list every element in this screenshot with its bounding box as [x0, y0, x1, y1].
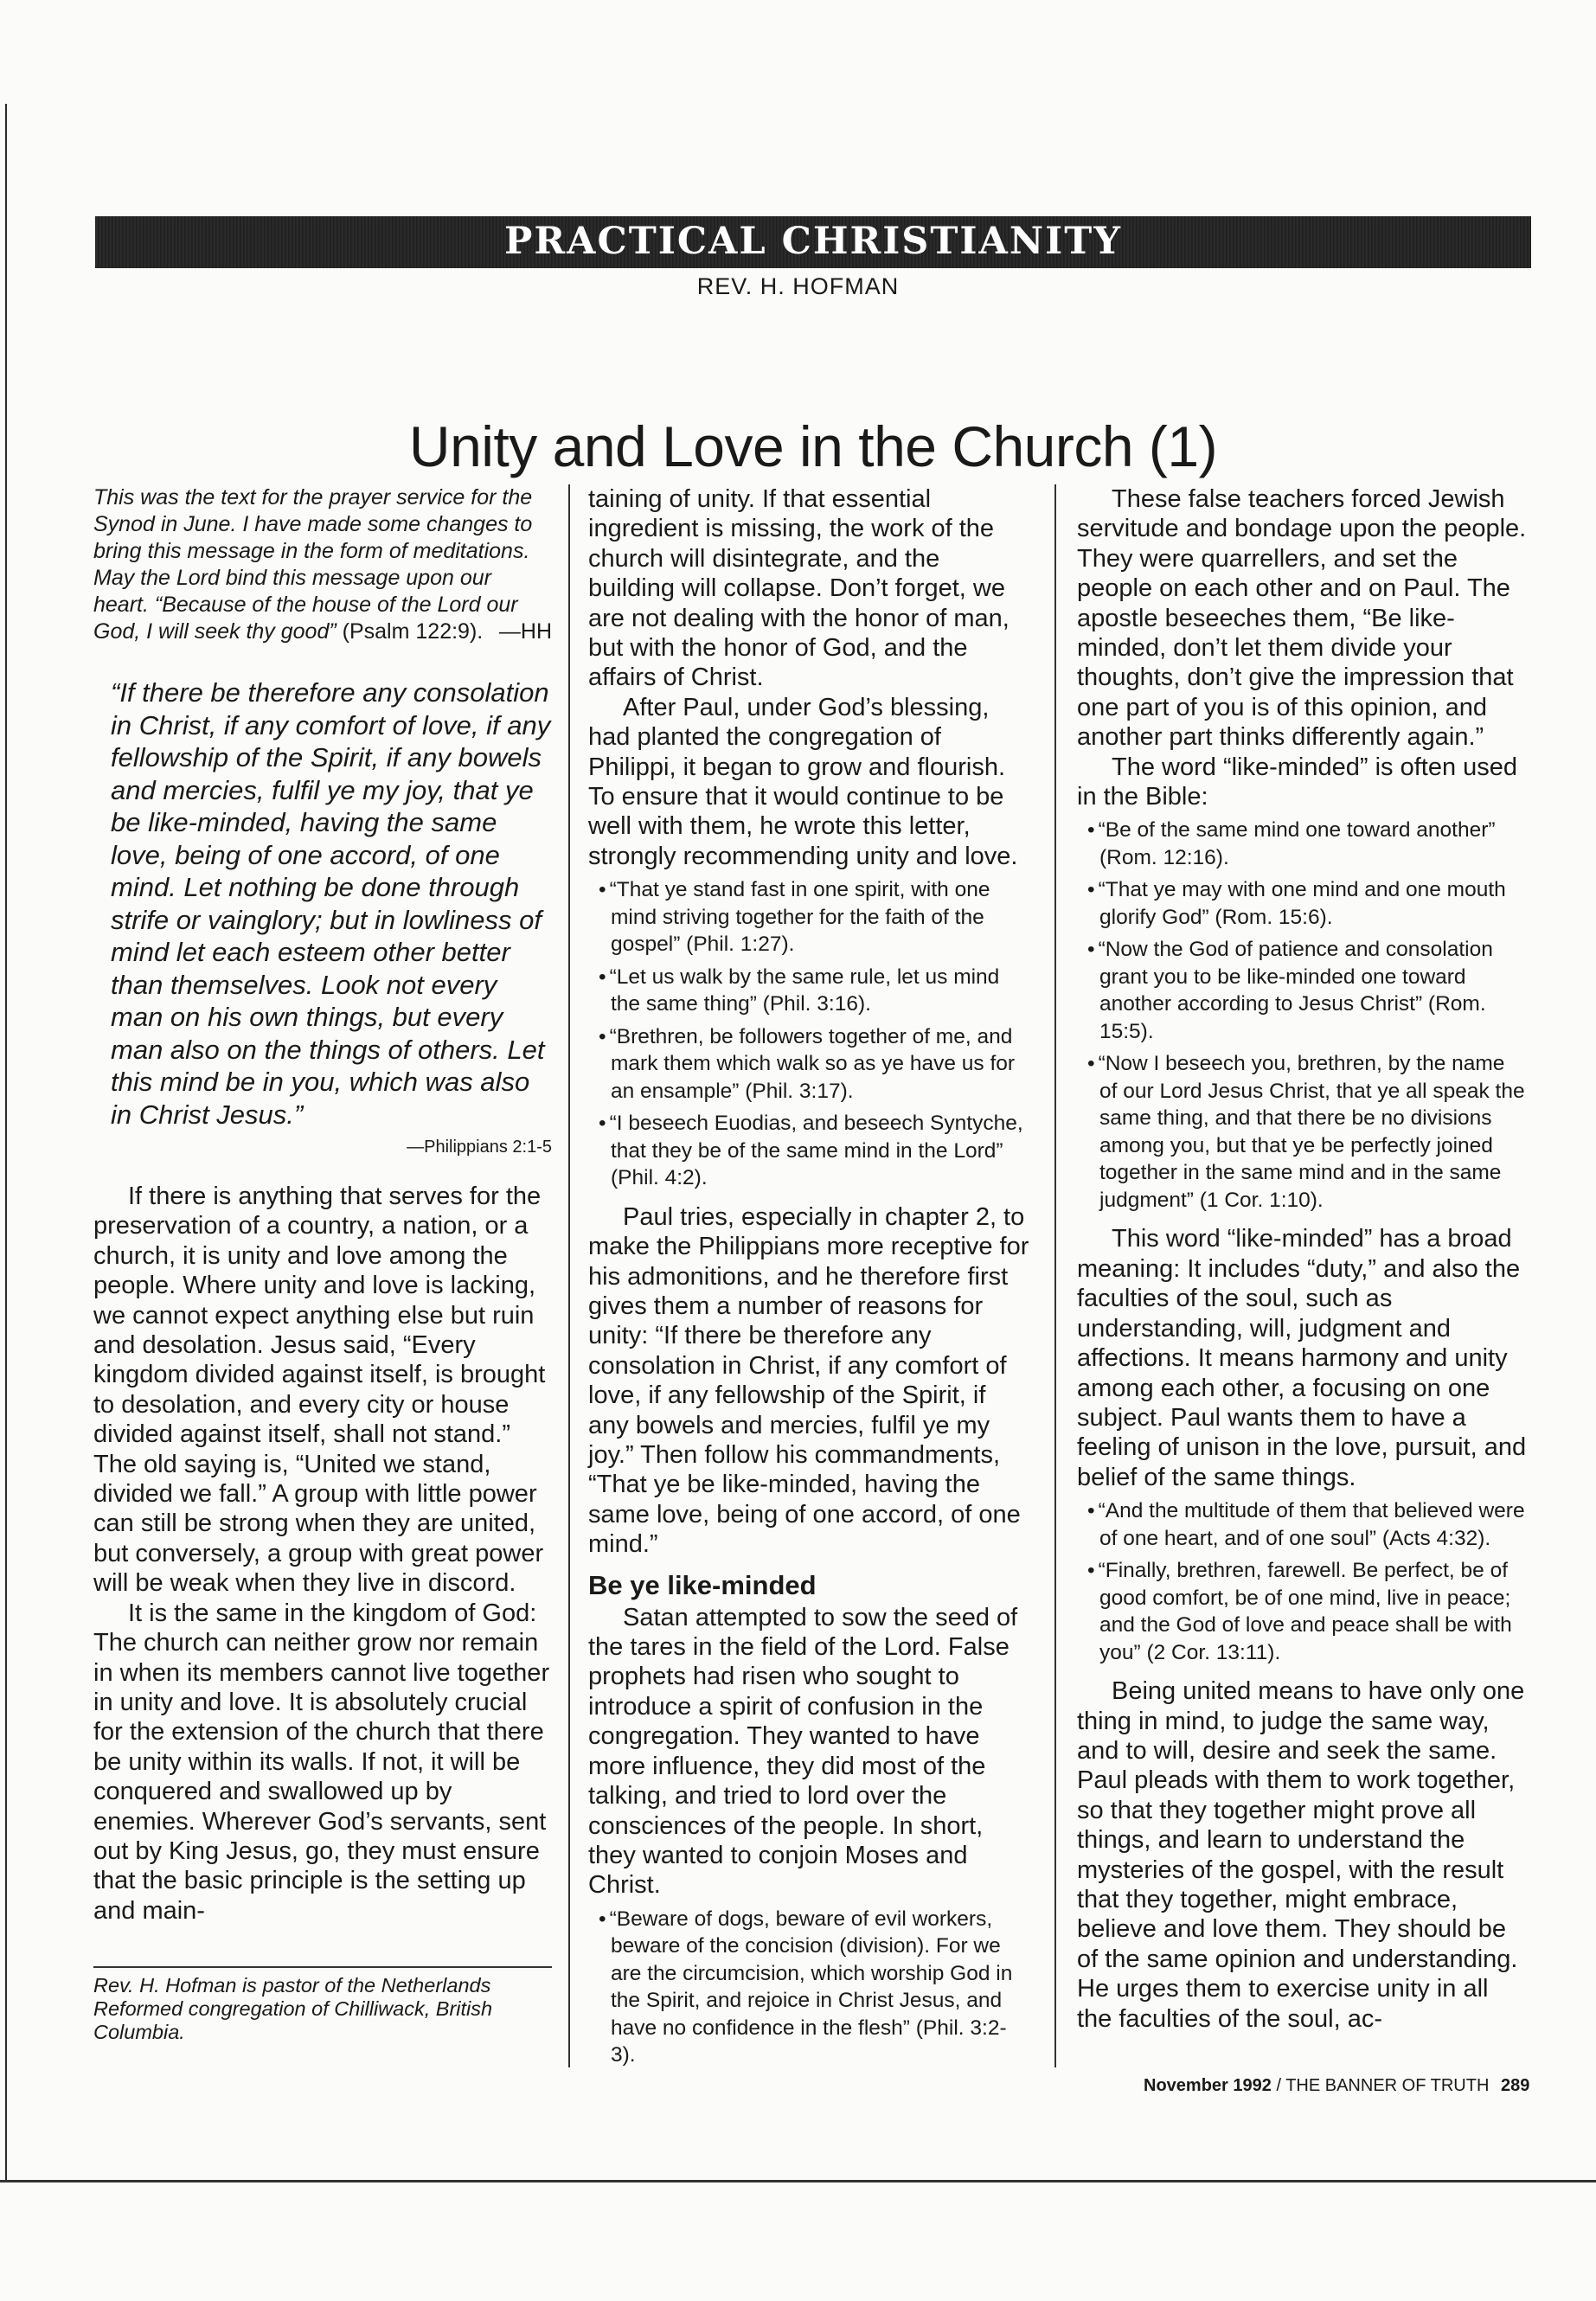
body-paragraph: If there is anything that serves for the preservation of a country, a nation, or a church, it is unity and love among the people. Where unity and love is lacking, we cannot expect anything else but ruin and desolation. Jesus said, “Every kingdom divided against itself, is brought to desolation, and every city or house divided against itself, shall not stand.” The old saying is, “United we stand, divided we fall.” A group with little power can still be strong when they are united, but conversely, a group with great power will be weak when they live in discord.	[93, 1183, 546, 1598]
intro-reference: (Psalm 122:9).	[342, 619, 484, 644]
body-paragraph: taining of unity. If that essential ingredient is missing, the work of the church will disintegrate, and the building will collapse. Don’t forget, we are not dealing with the honor of man, but with the honor of God, and the affairs of Christ.	[588, 485, 1010, 692]
page-bottom-edge	[0, 2180, 1596, 2182]
publication-name: / THE BANNER OF TRUTH	[1276, 2076, 1490, 2095]
column-divider	[568, 484, 570, 2067]
body-paragraph: The word “like-minded” is often used in the Bible:	[1077, 753, 1518, 811]
scripture-bullet: • “Finally, brethren, farewell. Be perfect, be of good comfort, be of one mind, live in peace; and the God of love and peace shall be with you” (2 Cor. 13:11).	[1077, 1557, 1527, 1666]
section-title: PRACTICAL CHRISTIANITY	[504, 220, 1122, 263]
issue-date: November 1992	[1144, 2076, 1272, 2095]
article-title: Unity and Love in the Church (1)	[408, 414, 1218, 478]
body-paragraph: After Paul, under God’s blessing, had planted the congregation of Philippi, it began to grow and flourish. To ensure that it would continue to be well with them, he wrote this letter, strongly recommending unity and love.	[588, 693, 1018, 870]
body-paragraph: It is the same in the kingdom of God: The church can neither grow nor remain in when its members cannot live together in unity and love. It is absolutely crucial for the extension of the church that there be unity within its walls. If not, it will be conquered and swallowed up by enemies. Wherever God’s servants, sent out by King Jesus, go, they must ensure that the basic principle is the setting up and main-	[93, 1599, 550, 1925]
scripture-bullet: • “I beseech Euodias, and beseech Syntyche, that they be of the same mind in the Lord” (Phil. 4:2).	[588, 1110, 1029, 1192]
scripture-bullet: • “That ye may with one mind and one mouth glorify God” (Rom. 15:6).	[1077, 876, 1527, 931]
scripture-bullet: • “Now the God of patience and consolation grant you to be like-minded one toward another according to Jesus Christ” (Rom. 15:5).	[1077, 936, 1527, 1045]
section-banner	[95, 216, 1531, 268]
subheading: Be ye like-minded	[588, 1569, 817, 1600]
author-byline: REV. H. HOFMAN	[696, 273, 900, 299]
page-left-edge	[5, 104, 7, 2180]
column-divider	[1054, 484, 1056, 2067]
column-2	[588, 484, 1029, 2069]
scripture-bullet: • “Let us walk by the same rule, let us mind the same thing” (Phil. 3:16).	[588, 964, 1029, 1018]
scripture-bullet: • “Be of the same mind one toward another” (Rom. 12:16).	[1077, 817, 1527, 871]
body-paragraph: Satan attempted to sow the seed of the tares in the field of the Lord. False prophets had risen who sought to introduce a spirit of confusion in the congregation. They wanted to have more influence, they did most of the talking, and tried to lord over the consciences of the people. In short, they wanted to conjoin Moses and Christ.	[588, 1603, 1018, 1900]
body-paragraph: Being united means to have only one thing in mind, to judge the same way, and to will, desire and seek the same. Paul pleads with them to work together, so that they together might prove all things, and learn to understand the mysteries of the gospel, with the result that they together, might embrace, believe and love them. They should be of the same opinion and understanding. He urges them to exercise unity in all the faculties of the soul, ac-	[1077, 1677, 1525, 2033]
intro-text: This was the text for the prayer service for the Synod in June. I have made some changes to bring this message in the form of meditations. May the Lord bind this message upon our heart. “Because of the house of the Lord our God, I will seek thy good”	[93, 485, 533, 644]
body-paragraph: These false teachers forced Jewish servitude and bondage upon the people. They were quarrellers, and set the people on each other and on Paul. The apostle beseeches them, “Be like-minded, don’t let them divide your thoughts, don’t give the impression that one part of you is of this opinion, and another part thinks differently again.”	[1077, 485, 1527, 752]
column-3	[1077, 484, 1527, 2034]
epigraph: “If there be therefore any consolation in Christ, if any comfort of love, if any fellowship of the Spirit, if any bowels and mercies, fulfil ye my joy, that ye be like-minded, having the same love, being of one accord, of one mind. Let nothing be done through strife or vainglory; but in lowliness of mind let each esteem other better than themselves. Look not every man on his own things, but every man also on the things of others. Let this mind be in you, which was also in Christ Jesus.”	[111, 677, 551, 1130]
body-paragraph: Paul tries, especially in chapter 2, to make the Philippians more receptive for his admonitions, and he therefore first gives them a number of reasons for unity: “If there be therefore any consolation in Christ, if any comfort of love, if any fellowship of the Spirit, if any bowels and mercies, fulfil ye my joy.” Then follow his commandments, “That ye be like-minded, having the same love, being of one accord, of one mind.”	[588, 1202, 1029, 1559]
scripture-bullet: • “Now I beseech you, brethren, by the name of our Lord Jesus Christ, that ye all speak the same thing, and that there be no divisions among you, but that ye be perfectly joined together in the same mind and in the same judgment” (1 Cor. 1:10).	[1077, 1050, 1527, 1214]
intro-signature: —HH	[498, 619, 552, 644]
scripture-bullet: • “And the multitude of them that believed were of one heart, and of one soul” (Acts 4:32).	[1077, 1497, 1527, 1552]
scripture-bullet: • “Brethren, be followers together of me, and mark them which walk so as ye have us for an ensample” (Phil. 3:17).	[588, 1023, 1029, 1106]
scripture-bullet: • “That ye stand fast in one spirit, with one mind striving together for the faith of the gospel” (Phil. 1:27).	[588, 876, 1029, 958]
intro-note	[93, 484, 552, 645]
body-paragraph: This word “like-minded” has a broad meaning: It includes “duty,” and also the faculties of the soul, such as understanding, will, judgment and affections. It means harmony and unity among each other, a focusing on one subject. Paul wants them to have a feeling of unison in the love, pursuit, and belief of the same things.	[1077, 1225, 1527, 1491]
epigraph-source: —Philippians 2:1-5	[407, 1138, 552, 1157]
author-footnote: Rev. H. Hofman is pastor of the Netherlands Reformed congregation of Chilliwack, British Columbia.	[93, 1974, 493, 2043]
scripture-bullet: • “Beware of dogs, beware of evil workers, beware of the concision (division). For we are the circumcision, which worship God in the Spirit, and rejoice in Christ Jesus, and have no confidence in the flesh” (Phil. 3:2-3).	[588, 1906, 1029, 2069]
page-footer	[1144, 2076, 1529, 2096]
page-number: 289	[1500, 2076, 1530, 2095]
column-1	[93, 484, 552, 1926]
footnote-divider	[93, 1966, 552, 1968]
